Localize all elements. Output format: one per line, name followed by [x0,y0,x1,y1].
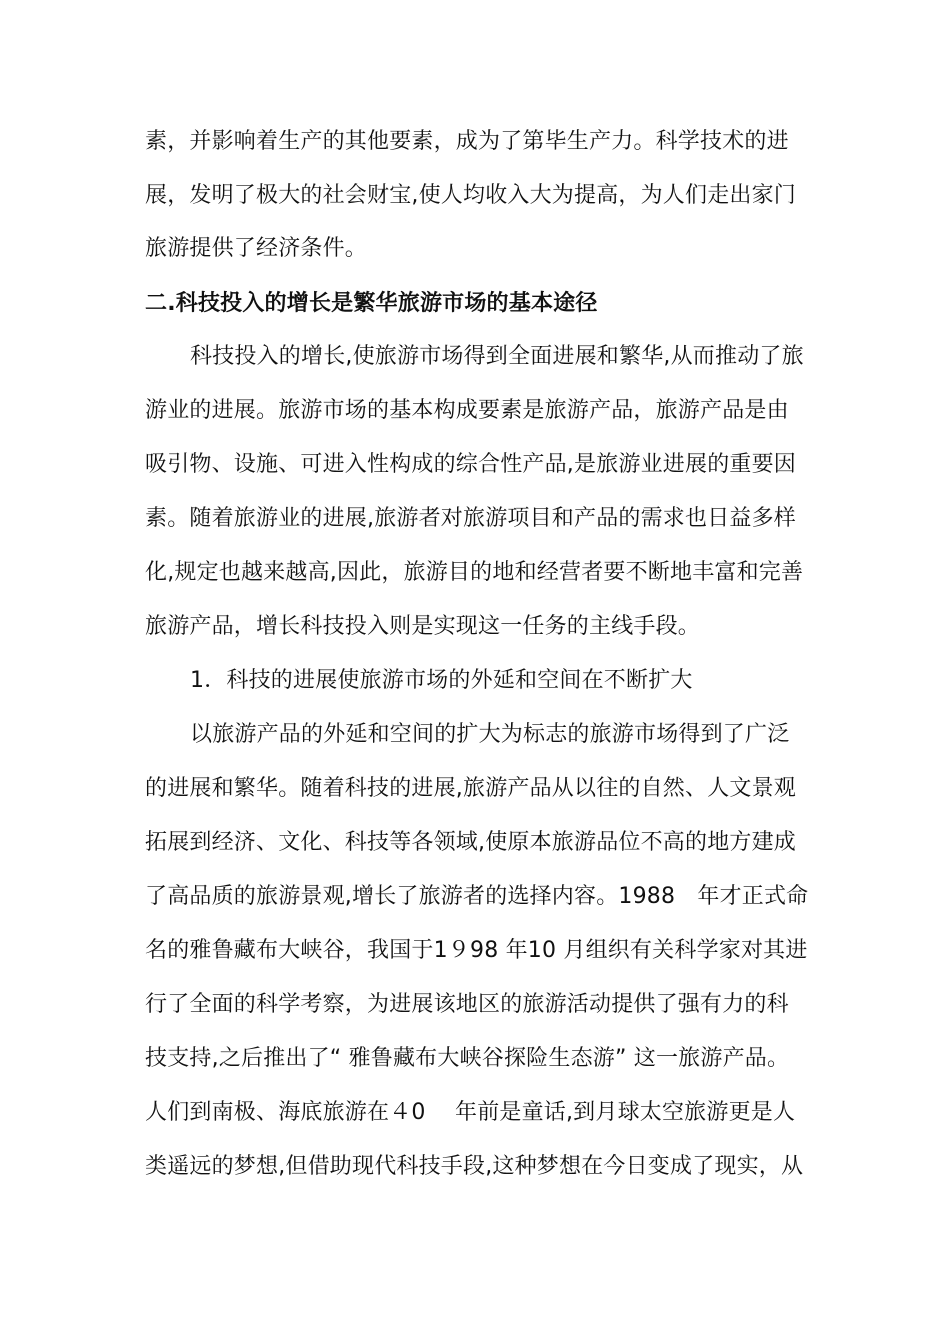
text-line: 展，发明了极大的社会财宝,使人均收入大为提高，为人们走出家门 [145,183,796,208]
text-line: 旅游提供了经济条件。 [145,236,368,261]
text-line: 类遥远的梦想,但借助现代科技手段,这种梦想在今日变成了现实，从 [145,1154,804,1179]
text-line: 化,规定也越来越高,因此，旅游目的地和经营者要不断地丰富和完善 [145,560,804,585]
text-line: 素。随着旅游业的进展,旅游者对旅游项目和产品的需求也日益多样 [145,506,796,531]
text-line: 的进展和繁华。随着科技的进展,旅游产品从以往的自然、人文景观 [145,776,796,801]
section-heading: 二.科技投入的增长是繁华旅游市场的基本途径 [145,291,598,316]
text-line: 吸引物、设施、可进入性构成的综合性产品,是旅游业进展的重要因 [145,452,796,477]
text-line: 了高品质的旅游景观,增长了旅游者的选择内容。1988 年才正式命 [145,884,809,909]
subsection-heading: 1．科技的进展使旅游市场的外延和空间在不断扩大 [190,668,693,693]
text-line: 人们到南极、海底旅游在４0 年前是童话,到月球太空旅游更是人 [145,1100,796,1125]
text-line: 旅游产品，增长科技投入则是实现这一任务的主线手段。 [145,614,701,639]
text-line: 素，并影响着生产的其他要素，成为了第毕生产力。科学技术的进 [145,129,789,154]
paragraph-first-line: 以旅游产品的外延和空间的扩大为标志的旅游市场得到了广泛 [190,722,790,747]
text-line: 拓展到经济、文化、科技等各领域,使原本旅游品位不高的地方建成 [145,830,796,855]
text-line: 技支持,之后推出了“ 雅鲁藏布大峡谷探险生态游” 这一旅游产品。 [145,1046,790,1071]
text-line: 行了全面的科学考察，为进展该地区的旅游活动提供了强有力的科 [145,992,789,1017]
paragraph-first-line: 科技投入的增长,使旅游市场得到全面进展和繁华,从而推动了旅 [190,344,804,369]
text-line: 名的雅鲁藏布大峡谷，我国于1９98 年10 月组织有关科学家对其进 [145,938,808,963]
text-line: 游业的进展。旅游市场的基本构成要素是旅游产品，旅游产品是由 [145,398,789,423]
